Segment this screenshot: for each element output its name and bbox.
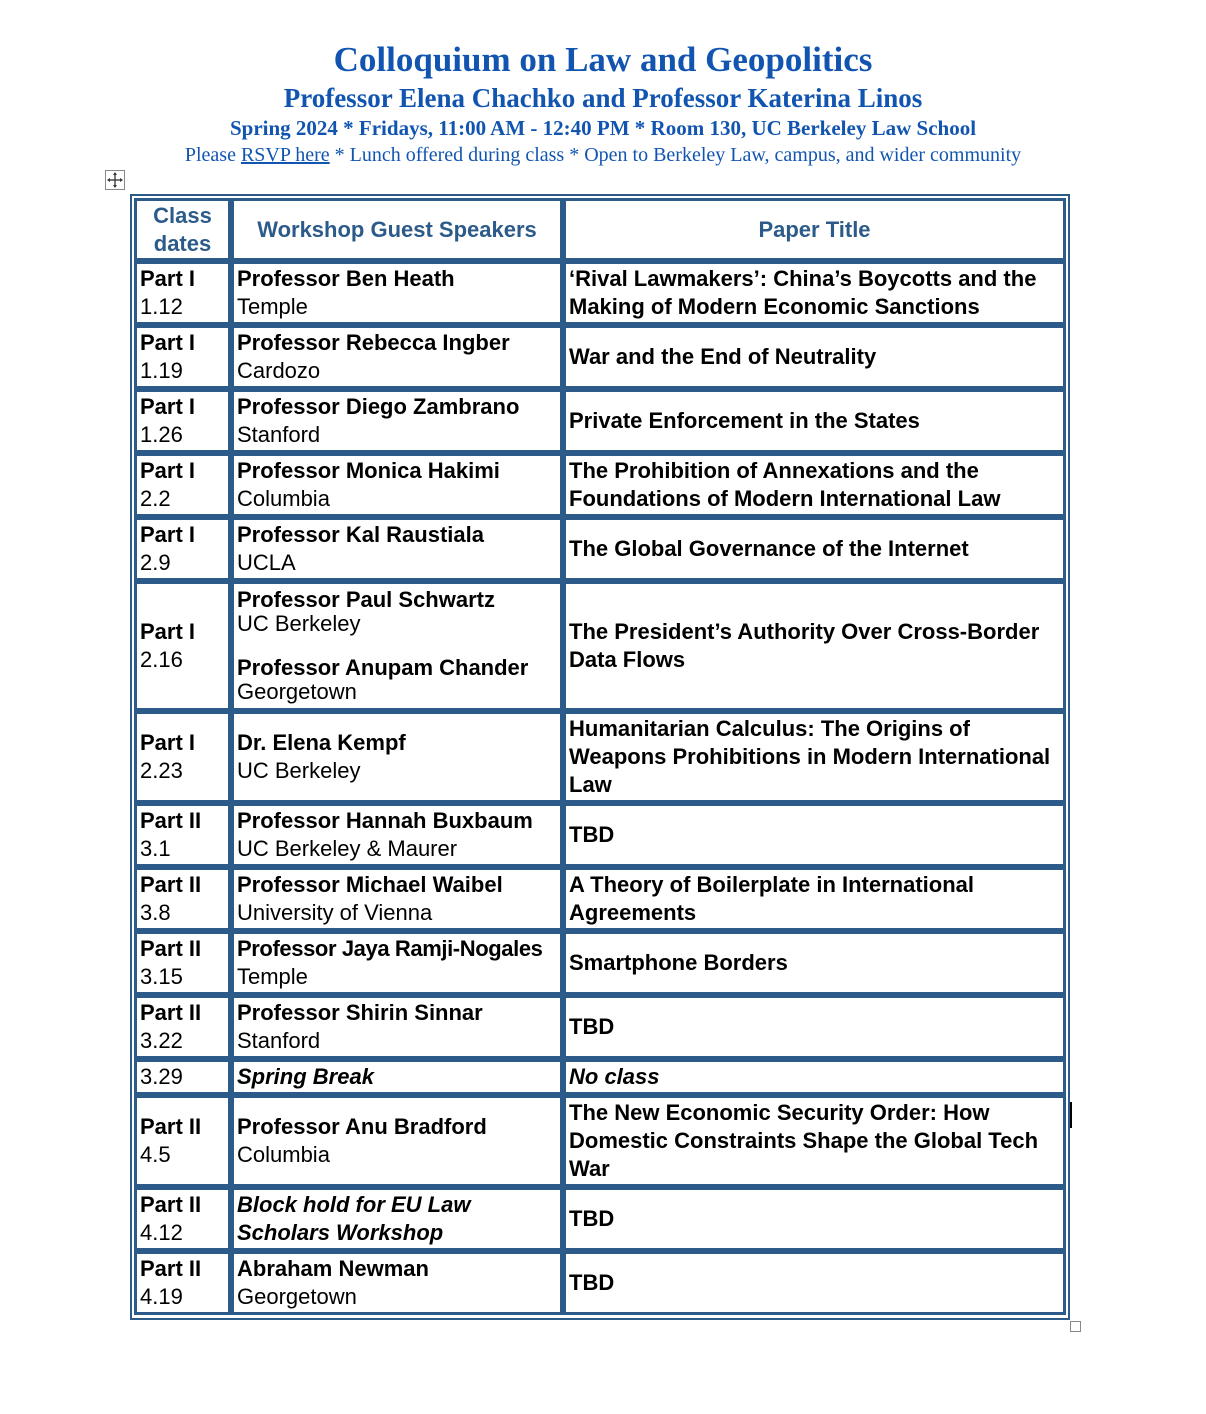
- speaker-cell: [231, 867, 563, 931]
- speaker-affiliation: UC Berkeley & Maurer: [237, 836, 458, 861]
- paper-title: Private Enforcement in the States: [563, 389, 1066, 453]
- table-row: [134, 517, 1066, 581]
- table-row: [134, 1095, 1066, 1187]
- table-row: [134, 325, 1066, 389]
- class-date: 1.26: [140, 422, 183, 447]
- speaker-affiliation: Cardozo: [237, 358, 321, 383]
- speaker-cell: [231, 711, 563, 803]
- paper-title: The New Economic Security Order: How Domestic Constraints Shape the Global Tech War: [563, 1095, 1066, 1187]
- speaker-name: Spring Break: [231, 1059, 563, 1095]
- date-cell: [134, 517, 231, 581]
- paper-title: ‘Rival Lawmakers’: China’s Boycotts and the Making of Modern Economic Sanctions: [563, 261, 1066, 325]
- part-label: Part II: [140, 808, 202, 833]
- table-row: [134, 1187, 1066, 1251]
- table-row: [134, 867, 1066, 931]
- part-label: Part II: [140, 1256, 202, 1281]
- table-row: [134, 1251, 1066, 1315]
- speaker-name: Professor Anu Bradford: [237, 1114, 487, 1139]
- speaker-cell: [231, 261, 563, 325]
- speaker-cell: [231, 581, 563, 711]
- speaker-name: Professor Jaya Ramji-Nogales: [237, 936, 543, 961]
- speaker-name: Professor Anupam Chander: [237, 655, 529, 680]
- part-label: Part II: [140, 872, 202, 897]
- date-cell: [134, 261, 231, 325]
- date-cell: [134, 325, 231, 389]
- part-label: Part I: [140, 730, 196, 755]
- speaker-affiliation: UC Berkeley: [237, 611, 361, 636]
- document-header: [0, 38, 1206, 168]
- rsvp-link[interactable]: RSVP here: [240, 144, 330, 166]
- date-cell: [134, 867, 231, 931]
- part-label: Part I: [140, 522, 196, 547]
- paper-title: TBD: [563, 995, 1066, 1059]
- speaker-name: Professor Kal Raustiala: [237, 522, 484, 547]
- paper-title: Humanitarian Calculus: The Origins of Weapons Prohibitions in Modern International Law: [563, 711, 1066, 803]
- schedule-line: Spring 2024 * Fridays, 11:00 AM - 12:40 PM * Room 130, UC Berkeley Law School: [229, 116, 977, 140]
- class-date: 2.16: [140, 647, 183, 672]
- paper-title: Smartphone Borders: [563, 931, 1066, 995]
- document-subtitle: Professor Elena Chachko and Professor Katerina Linos: [283, 83, 923, 113]
- table-row: [134, 581, 1066, 711]
- paper-title: The Global Governance of the Internet: [563, 517, 1066, 581]
- part-label: Part I: [140, 266, 196, 291]
- paper-title: War and the End of Neutrality: [563, 325, 1066, 389]
- speaker-cell: [231, 325, 563, 389]
- speaker-name: Professor Monica Hakimi: [237, 458, 500, 483]
- col-header-paper: Paper Title: [563, 198, 1066, 261]
- speaker-affiliation: Georgetown: [237, 679, 357, 704]
- date-cell: [134, 389, 231, 453]
- info-suffix: * Lunch offered during class * Open to Berkeley Law, campus, and wider community: [329, 144, 1022, 166]
- speaker-cell: [231, 1095, 563, 1187]
- date-cell: [134, 803, 231, 867]
- part-label: Part I: [140, 619, 196, 644]
- speaker-affiliation: Columbia: [237, 1142, 330, 1167]
- paper-title: TBD: [563, 803, 1066, 867]
- col-header-dates-line1: Class: [153, 202, 212, 228]
- class-date: 4.12: [140, 1220, 183, 1245]
- paper-title: TBD: [563, 1251, 1066, 1315]
- part-label: Part I: [140, 394, 196, 419]
- speaker-name: Professor Diego Zambrano: [237, 394, 520, 419]
- speaker-cell: [231, 931, 563, 995]
- class-date: 3.29: [134, 1059, 231, 1095]
- class-date: 2.2: [140, 486, 171, 511]
- speaker-name: Professor Hannah Buxbaum: [237, 808, 533, 833]
- speaker-affiliation: UC Berkeley: [237, 758, 361, 783]
- table-move-handle-icon[interactable]: [105, 170, 125, 190]
- part-label: Part II: [140, 1114, 202, 1139]
- part-label: Part I: [140, 330, 196, 355]
- speaker-cell: [231, 803, 563, 867]
- speaker-affiliation: University of Vienna: [237, 900, 433, 925]
- class-date: 4.5: [140, 1142, 171, 1167]
- speaker-affiliation: Stanford: [237, 1028, 321, 1053]
- class-date: 3.15: [140, 964, 183, 989]
- table-row: [134, 453, 1066, 517]
- col-header-dates-line2: dates: [153, 230, 212, 256]
- part-label: Part II: [140, 1192, 202, 1217]
- text-cursor: [1070, 1102, 1072, 1128]
- col-header-dates: [134, 198, 231, 261]
- info-prefix: Please: [184, 144, 241, 166]
- class-date: 4.19: [140, 1284, 183, 1309]
- table-row: [134, 389, 1066, 453]
- speaker-name: Block hold for EU Law Scholars Workshop: [231, 1187, 563, 1251]
- class-date: 2.23: [140, 758, 183, 783]
- speaker-affiliation: Temple: [237, 964, 308, 989]
- part-label: Part II: [140, 1000, 202, 1025]
- date-cell: [134, 1095, 231, 1187]
- speaker-affiliation: Temple: [237, 294, 308, 319]
- speaker-name: Dr. Elena Kempf: [237, 730, 406, 755]
- speaker-name: Professor Ben Heath: [237, 266, 455, 291]
- speaker-name: Professor Paul Schwartz: [237, 587, 495, 612]
- paper-title: The President’s Authority Over Cross-Border Data Flows: [563, 581, 1066, 711]
- table-row: [134, 1059, 1066, 1095]
- table-row: [134, 931, 1066, 995]
- speaker-affiliation: Stanford: [237, 422, 321, 447]
- document-title: Colloquium on Law and Geopolitics: [333, 40, 873, 79]
- class-date: 2.9: [140, 550, 171, 575]
- speaker-affiliation: Georgetown: [237, 1284, 357, 1309]
- date-cell: [134, 581, 231, 711]
- part-label: Part I: [140, 458, 196, 483]
- speaker-cell: [231, 517, 563, 581]
- table-row: [134, 803, 1066, 867]
- table-row: [134, 711, 1066, 803]
- class-date: 3.22: [140, 1028, 183, 1053]
- speaker-name: Professor Michael Waibel: [237, 872, 503, 897]
- date-cell: [134, 711, 231, 803]
- speaker-affiliation: Columbia: [237, 486, 330, 511]
- class-date: 1.12: [140, 294, 183, 319]
- info-line: [0, 142, 1206, 168]
- part-label: Part II: [140, 936, 202, 961]
- col-header-speakers: Workshop Guest Speakers: [231, 198, 563, 261]
- table-row: [134, 261, 1066, 325]
- table-resize-handle[interactable]: [1070, 1321, 1081, 1332]
- date-cell: [134, 453, 231, 517]
- date-cell: [134, 1187, 231, 1251]
- paper-title: The Prohibition of Annexations and the Foundations of Modern International Law: [563, 453, 1066, 517]
- table-header-row: [134, 198, 1066, 261]
- speaker-cell: [231, 453, 563, 517]
- paper-title: TBD: [563, 1187, 1066, 1251]
- speaker-cell: [231, 995, 563, 1059]
- paper-title: A Theory of Boilerplate in International Agreements: [563, 867, 1066, 931]
- date-cell: [134, 1251, 231, 1315]
- speaker-cell: [231, 1251, 563, 1315]
- speaker-name: Professor Shirin Sinnar: [237, 1000, 483, 1025]
- date-cell: [134, 931, 231, 995]
- speaker-cell: [231, 389, 563, 453]
- paper-title: No class: [563, 1059, 1066, 1095]
- table-row: [134, 995, 1066, 1059]
- speaker-name: Professor Rebecca Ingber: [237, 330, 510, 355]
- schedule-table: [134, 198, 1066, 1315]
- speaker-affiliation: UCLA: [237, 550, 296, 575]
- class-date: 1.19: [140, 358, 183, 383]
- class-date: 3.8: [140, 900, 171, 925]
- date-cell: [134, 995, 231, 1059]
- speaker-name: Abraham Newman: [237, 1256, 429, 1281]
- class-date: 3.1: [140, 836, 171, 861]
